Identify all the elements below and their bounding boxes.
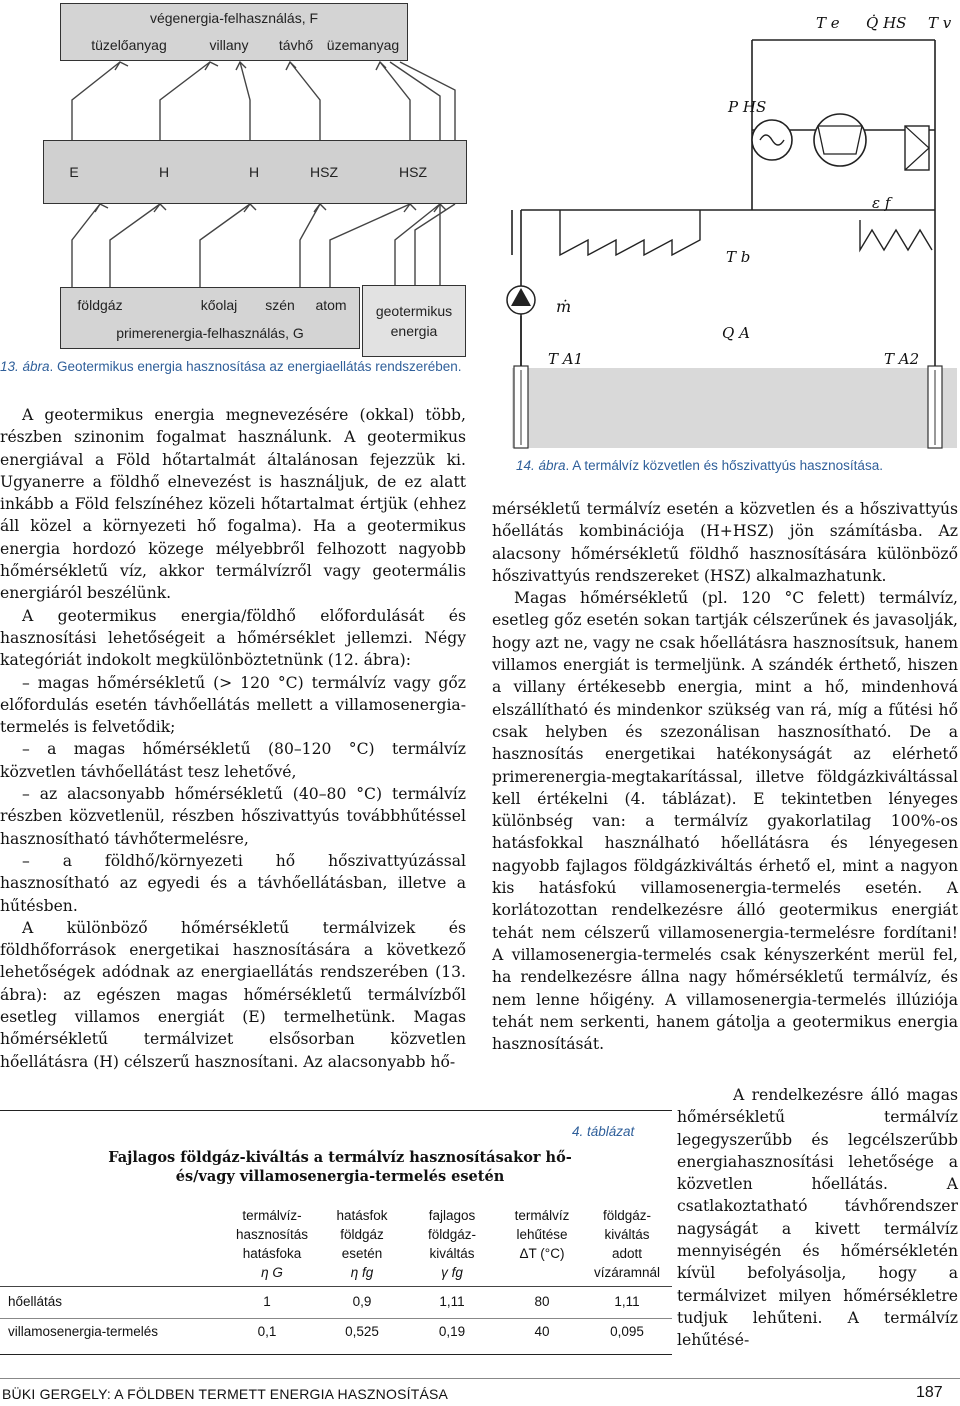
label-ta2: T A2 xyxy=(884,350,920,368)
label-phs: P HS xyxy=(728,98,767,116)
cell: 0,19 xyxy=(438,1324,466,1339)
header-col-5: földgáz- kiváltás adott vízáramnál xyxy=(593,1208,661,1280)
paragraph: Magas hőmérsékletű (pl. 120 °C felett) termálvíz, esetleg gőz esetén sokan tartják célszerűnek és javasolják, hogy azt ne, vagy ne csak hőellátásra hasznosítsuk, hanem villamos energiát is termeljünk. A szándék érthető, hiszen a villany értékesebb energia, mint a hő, mindenhová elszállítható és mindenkor szükség van rá, míg a fűtési hő csak helyben és szezonálisan hasznosítható. De a hasznosítás energetikai hatékonyságát az elérhető primerenergia-megtakarítással, illetve földgázkiváltással kell értékelni (4. táblázat). E tekintetben lényeges különbség van: a termálvíz gyakorlatilag 100%-os hatásfokkal használható hőellátásra és lényegesen nagyobb fajlagos földgázkiváltás érhető el, mint a nagyon kis hatásfokú villamosenergia-termelés esetén. A korlátozottan rendelkezésre álló geotermikus energiát tehát nem célszerű villamosenergia-termelésre fordítani! A villamosenergia-termelés csak kényszerként merül fel, ha rendelkezésre állna nagy hőmérsékletű termálvíz, és nem lenne hőigény. A villamosenergia-termelés illúziója tehát nem serkenti, hanem gátolja a geotermikus energia hasznosítását. xyxy=(492,589,958,1054)
top-item-district-heat: távhő xyxy=(278,37,314,53)
cell: 1,11 xyxy=(439,1294,465,1309)
label-mdot: ṁ xyxy=(556,297,572,316)
mid-box-hsz2: HSZ xyxy=(399,164,427,180)
ground-area xyxy=(512,368,957,448)
mid-box-h1: H xyxy=(158,164,170,180)
label-qa: Q A xyxy=(722,324,750,342)
table-row-rule xyxy=(0,1318,672,1319)
table-title-line1: Fajlagos földgáz-kiváltás a termálvíz hasznosításakor hő- xyxy=(108,1149,572,1166)
cell: 0,095 xyxy=(610,1324,644,1339)
table-header-rule xyxy=(0,1286,672,1287)
footer-rule xyxy=(0,1378,960,1379)
figure-14-caption-text: . A termálvíz közvetlen és hőszivattyús hasznosítása. xyxy=(565,458,883,473)
cell: 0,1 xyxy=(257,1324,277,1339)
cell: 0,9 xyxy=(352,1294,372,1309)
header-col-2: hatásfok földgáz esetén η fg xyxy=(336,1208,388,1280)
bottom-item-oil: kőolaj xyxy=(200,297,238,313)
paragraph: A geotermikus energia/földhő előfordulását és hasznosítási lehetőségeit a hőmérséklet jellemzi. Négy kategóriát indokolt megkülönböztetnünk (12. ábra): xyxy=(0,606,466,670)
table-title-line2: és/vagy villamosenergia-termelés esetén xyxy=(175,1168,505,1185)
geothermal-label: geotermikus energia xyxy=(375,303,453,339)
right-column xyxy=(492,498,958,1055)
figure-13-caption-text: . Geotermikus energia hasznosítása az energiaellátás rendszerében. xyxy=(49,359,462,374)
paragraph: A különböző hőmérsékletű termálvizek és földhőforrások energetikai hasznosítására a következő lehetőségek adódnak az energiaellátás rendszerében (13. ábra): az egészen magas hőmérsékletű termálvízből esetleg villamos energiát (E) termelhetünk. Magas hőmérsékletű termálvizet elsősorban közvetlen hőellátásra (H) célszerű hasznosítani. Az alacsonyabb hő- xyxy=(0,918,466,1071)
cell: 40 xyxy=(534,1324,550,1339)
cell: 80 xyxy=(534,1294,550,1309)
header-col-4: termálvíz lehűtése ΔT (°C) xyxy=(514,1208,570,1261)
bottom-item-nuclear: atom xyxy=(315,297,347,313)
mid-box-hsz1: HSZ xyxy=(310,164,338,180)
figure-14-caption-number: 14. ábra xyxy=(516,458,566,473)
label-ef: ε f xyxy=(872,194,891,212)
cell: 1 xyxy=(263,1294,271,1309)
running-footer-title: BÜKI GERGELY: A FÖLDBEN TERMETT ENERGIA HASZNOSÍTÁSA xyxy=(2,1386,449,1402)
list-item: – a magas hőmérsékletű (80–120 °C) termálvíz közvetlen távhőellátást tesz lehetővé, xyxy=(0,740,466,781)
figure-14-diagram xyxy=(500,0,960,450)
primary-energy-title: primerenergia-felhasználás, G xyxy=(116,325,304,341)
bottom-item-gas: földgáz xyxy=(77,297,123,313)
cell: 0,525 xyxy=(345,1324,379,1339)
heat-exchanger-2 xyxy=(860,220,932,250)
compressor-symbol xyxy=(814,114,866,166)
cell: 1,11 xyxy=(614,1294,640,1309)
figure-13-caption-number: 13. ábra xyxy=(0,359,50,374)
top-item-electricity: villany xyxy=(209,37,249,53)
final-energy-title: végenergia-felhasználás, F xyxy=(149,10,319,26)
figure-13-arrows xyxy=(0,0,480,300)
top-item-fuel: tüzelőanyag xyxy=(91,37,167,53)
header-col-1: termálvíz- hasznosítás hatásfoka η G xyxy=(235,1208,309,1280)
table-row xyxy=(0,1324,672,1350)
header-col-3: fajlagos földgáz- kiváltás γ fg xyxy=(427,1208,477,1280)
label-te: T e xyxy=(816,14,840,32)
table-row xyxy=(0,1294,672,1320)
heat-exchanger-1 xyxy=(560,210,700,255)
table-top-rule xyxy=(0,1110,672,1111)
table-4 xyxy=(0,1110,672,1376)
label-ta1: T A1 xyxy=(548,350,584,368)
row-label: villamosenergia-termelés xyxy=(8,1324,159,1339)
page-number: 187 xyxy=(916,1384,943,1401)
bottom-item-coal: szén xyxy=(265,297,295,313)
list-item: – az alacsonyabb hőmérsékletű (40–80 °C) termálvíz részben közvetlenül, részben hőszivattyús továbbhűtéssel hasznosítható távhőtermelésre, xyxy=(0,785,466,848)
table-title xyxy=(100,1148,580,1186)
expansion-valve-symbol xyxy=(905,126,929,170)
figure-14-caption xyxy=(516,456,956,475)
row-label: hőellátás xyxy=(8,1294,63,1309)
left-column xyxy=(0,404,466,1073)
label-qhs: Q̇ HS xyxy=(866,14,907,32)
mid-box-h2: H xyxy=(248,164,260,180)
label-tv: T v xyxy=(928,14,952,32)
list-item: – a földhő/környezeti hő hőszivattyúzással hasznosítható az egyedi és a távhőellátásban, illetve a hűtésben. xyxy=(0,851,466,915)
top-item-motor-fuel: üzemanyag xyxy=(326,37,400,53)
narrow-column xyxy=(677,1084,958,1352)
paragraph: A rendelkezésre álló magas hőmérsékletű termálvíz legegyszerűbb és legcélszerűbb energiahasznosítási lehetősége a közvetlen hőellátás. A csatlakoztatható távhőrendszer nagyságát a kivett termálvíz mennyiségén és hőmérsékletén kívül befolyásolja, hogy a termálvizet milyen hőmérsékletre tudjuk lehűteni. A termálvíz lehűtésé- xyxy=(677,1086,958,1350)
figure-13-caption xyxy=(0,357,466,376)
label-tb: T b xyxy=(726,248,751,266)
table-bottom-rule xyxy=(0,1354,672,1355)
list-item: – magas hőmérsékletű (> 120 °C) termálvíz vagy gőz előfordulás esetén távhőellátás mellett a villamosenergia-termelés is felvetődik; xyxy=(0,673,466,737)
mid-box-e: E xyxy=(69,164,79,180)
table-label: 4. táblázat xyxy=(572,1124,635,1139)
paragraph: A geotermikus energia megnevezésére (okkal) több, részben szinonim fogalmat használunk. A geotermikus energiával a Föld hőtartalmát általánosan fejezzük ki. Ugyanerre a földhő elnevezést is használjuk, de ez alatt inkább a Föld felszínéhez közeli hőtartalmat értjük (ehhez áll közel a környezeti hő fogalma). Ha a geotermikus energia hordozó közege mélyebbről felhozott nagyobb hőmérsékletű víz, akkor termálvízről vagy geotermális energiáról beszélünk. xyxy=(0,406,466,603)
paragraph: mérsékletű termálvíz esetén a közvetlen és a hőszivattyús hőellátás kombinációja (H+HSZ) jön számításba. Az alacsony hőmérsékletű földhő hasznosítására különböző hőszivattyús rendszereket (HSZ) alkalmazhatunk. xyxy=(492,500,958,585)
